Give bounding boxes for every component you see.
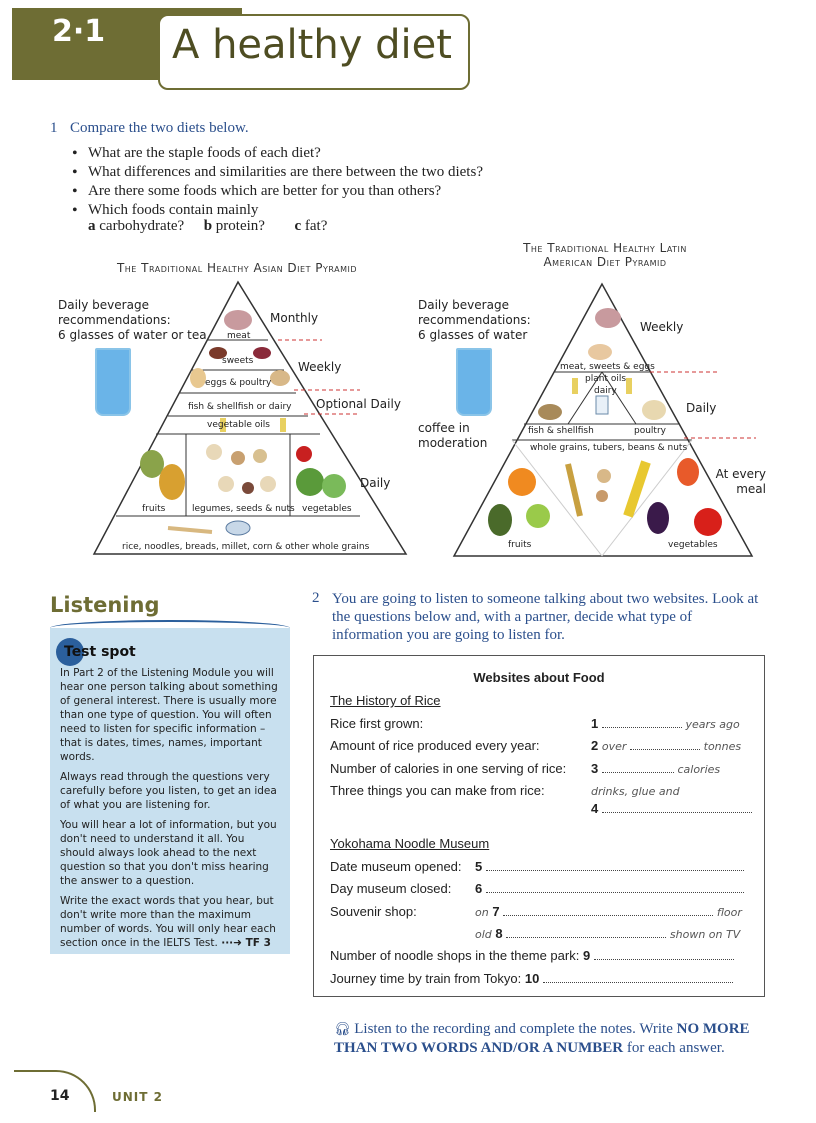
q-number: 5 xyxy=(475,859,483,874)
answer-6[interactable] xyxy=(475,881,744,896)
notes-row-label: Date museum opened: xyxy=(330,859,462,874)
latin-bev-line: recommendations: xyxy=(418,313,531,327)
answer-9[interactable] xyxy=(583,948,734,963)
notes-section-rice: The History of Rice xyxy=(330,693,441,708)
q-number: 8 xyxy=(495,926,503,941)
instruction-bold: NO MORE xyxy=(676,1021,750,1037)
asian-meat: meat xyxy=(227,331,251,341)
notes-row-label: Number of calories in one serving of rice: xyxy=(330,761,567,776)
water-glass-icon xyxy=(456,348,492,416)
notes-row-label: Day museum closed: xyxy=(330,881,452,896)
test-spot-box xyxy=(50,628,290,954)
asian-weekly: Weekly xyxy=(298,360,342,374)
notes-row-label: Three things you can make from rice: xyxy=(330,783,545,798)
q-number: 7 xyxy=(492,904,500,919)
hint-text: years ago xyxy=(685,718,740,731)
asian-fish: fish & shellfish or dairy xyxy=(188,402,292,412)
latin-bev-line: 6 glasses of water xyxy=(418,328,528,342)
answer-5[interactable] xyxy=(475,859,744,874)
latin-vegetables: vegetables xyxy=(668,540,718,550)
asian-bev-line: Daily beverage xyxy=(58,298,149,312)
answer-2[interactable] xyxy=(591,738,741,753)
notes-row-label xyxy=(330,971,733,986)
q1-bullets xyxy=(72,144,532,220)
listening-heading: Listening xyxy=(50,593,160,617)
latin-every-meal xyxy=(715,467,766,497)
water-glass-icon xyxy=(95,348,131,416)
q-number: 9 xyxy=(582,948,591,963)
latin-pyramid-title xyxy=(470,241,740,269)
latin-every-line: meal xyxy=(736,482,766,496)
asian-fruits: fruits xyxy=(142,504,166,514)
q-number: 10 xyxy=(524,971,540,986)
q1-number: 1 xyxy=(50,120,58,136)
option-c-letter: c xyxy=(294,218,302,234)
latin-grains: whole grains, tubers, beans & nuts xyxy=(530,443,688,453)
q2-prompt: You are going to listen to someone talking about two websites. Look at the questions below and, with a partner, decide what type of information you are going to listen for. xyxy=(332,591,759,643)
hint-text: old xyxy=(475,928,492,941)
q-number: 1 xyxy=(591,716,599,731)
asian-vegetables: vegetables xyxy=(302,504,352,514)
latin-fruits: fruits xyxy=(508,540,532,550)
asian-pyramid-title: The Traditional Healthy Asian Diet Pyramid xyxy=(116,261,358,275)
asian-beverage-label xyxy=(58,298,207,343)
q-number: 6 xyxy=(475,881,483,896)
unit-number: 2·1 xyxy=(52,14,106,49)
latin-daily: Daily xyxy=(686,401,717,415)
q-number: 4 xyxy=(591,801,599,816)
row-10-label: Journey time by train from Tokyo: xyxy=(330,971,522,986)
notes-row-label: Rice first grown: xyxy=(330,716,424,731)
latin-meat: meat, sweets & eggs xyxy=(560,362,655,372)
page-number: 14 xyxy=(50,1088,70,1104)
q1-bullet: • Are there some foods which are better for you than others? xyxy=(72,182,532,201)
notes-row-label xyxy=(330,948,734,963)
q1-prompt: Compare the two diets below. xyxy=(70,120,249,136)
q1-bullet: • What differences and similarities are there between the two diets? xyxy=(72,163,532,182)
asian-sweets: sweets xyxy=(222,356,254,366)
option-c-text: fat? xyxy=(304,218,328,234)
answer-7[interactable] xyxy=(475,904,742,919)
footer-unit: UNIT 2 xyxy=(112,1090,163,1104)
option-b-text: protein? xyxy=(215,218,265,234)
option-a-letter: a xyxy=(88,218,96,234)
latin-fish: fish & shellfish xyxy=(528,426,594,436)
hint-text: calories xyxy=(677,763,721,776)
asian-eggs: eggs & poultry xyxy=(205,378,272,388)
latin-beverage-label xyxy=(418,298,531,343)
notes-form xyxy=(313,655,765,997)
testspot-paragraph: Always read through the questions very carefully before you listen, to get an idea of what you are listening for. xyxy=(60,771,277,811)
hint-text: tonnes xyxy=(703,740,742,753)
latin-title-line: American Diet Pyramid xyxy=(543,255,667,269)
asian-bev-line: recommendations: xyxy=(58,313,171,327)
asian-oils: vegetable oils xyxy=(207,420,270,430)
asian-optional-daily: Optional Daily xyxy=(316,397,401,411)
instruction-bold: THAN TWO WORDS AND/OR A NUMBER xyxy=(334,1040,624,1056)
testspot-reference: ···➜ TF 3 xyxy=(221,937,271,949)
hint-text: drinks, glue and xyxy=(591,785,680,798)
asian-bev-line: 6 glasses of water or tea xyxy=(58,328,207,342)
latin-poultry: poultry xyxy=(634,426,666,436)
testspot-title: Test spot xyxy=(64,644,136,660)
instruction-text: for each answer. xyxy=(626,1040,725,1056)
answer-1[interactable] xyxy=(591,716,740,731)
latin-bev-line: Daily beverage xyxy=(418,298,509,312)
option-b-letter: b xyxy=(203,218,213,234)
notes-section-noodle: Yokohama Noodle Museum xyxy=(330,836,490,851)
asian-daily: Daily xyxy=(360,476,391,490)
hint-text: over xyxy=(601,740,627,753)
latin-oils: plant oils xyxy=(585,374,627,384)
testspot-paragraph xyxy=(60,894,282,950)
latin-every-line: At every xyxy=(715,467,766,481)
instruction xyxy=(334,1020,774,1058)
asian-legumes: legumes, seeds & nuts xyxy=(192,504,295,514)
option-a-text: carbohydrate? xyxy=(99,218,185,234)
answer-8[interactable] xyxy=(475,926,740,941)
hint-4 xyxy=(591,783,680,798)
answer-10[interactable] xyxy=(525,971,733,986)
q-number: 2 xyxy=(591,738,599,753)
asian-grains: rice, noodles, breads, millet, corn & other whole grains xyxy=(122,542,370,552)
notes-row-label: Amount of rice produced every year: xyxy=(330,738,540,753)
latin-dairy: dairy xyxy=(594,386,617,396)
q2-number: 2 xyxy=(312,590,320,606)
notes-title: Websites about Food xyxy=(473,670,605,685)
hint-text: on xyxy=(475,906,489,919)
q1-bullet: • Which foods contain mainly xyxy=(72,201,532,220)
latin-weekly: Weekly xyxy=(640,320,684,334)
notes-row-label: Souvenir shop: xyxy=(330,904,417,919)
testspot-paragraph: In Part 2 of the Listening Module you will hear one person talking about something of general interest. There is usually more than one type of question. You will often need to listen for specific information – that is dates, times, names, important words. xyxy=(60,667,278,763)
asian-monthly: Monthly xyxy=(270,311,319,325)
hint-text: shown on TV xyxy=(669,928,741,941)
hint-text: floor xyxy=(716,906,742,919)
latin-coffee-label xyxy=(418,421,487,451)
testspot-p4-text: Write the exact words that you hear, but don't write more than the maximum number of words. You will only hear each section once in the IELTS Test. xyxy=(60,895,276,949)
q1-bullet: • What are the staple foods of each diet? xyxy=(72,144,532,163)
answer-4[interactable] xyxy=(591,801,752,816)
latin-title-line: The Traditional Healthy Latin xyxy=(523,241,687,255)
q-number: 3 xyxy=(591,761,599,776)
row-9-label: Number of noodle shops in the theme park: xyxy=(330,948,580,963)
instruction-text: Listen to the recording and complete the notes. Write xyxy=(354,1021,673,1037)
page-title: A healthy diet xyxy=(172,22,452,68)
testspot-paragraph: You will hear a lot of information, but you don't need to understand it all. You should always look ahead to the next question so that you don't miss hearing the answer to a question. xyxy=(60,819,277,887)
latin-coffee-line: moderation xyxy=(418,436,488,450)
q1-options xyxy=(88,218,327,235)
latin-coffee-line: coffee in xyxy=(418,421,470,435)
answer-3[interactable] xyxy=(591,761,720,776)
headphones-icon: 🎧︎ xyxy=(334,1022,351,1037)
